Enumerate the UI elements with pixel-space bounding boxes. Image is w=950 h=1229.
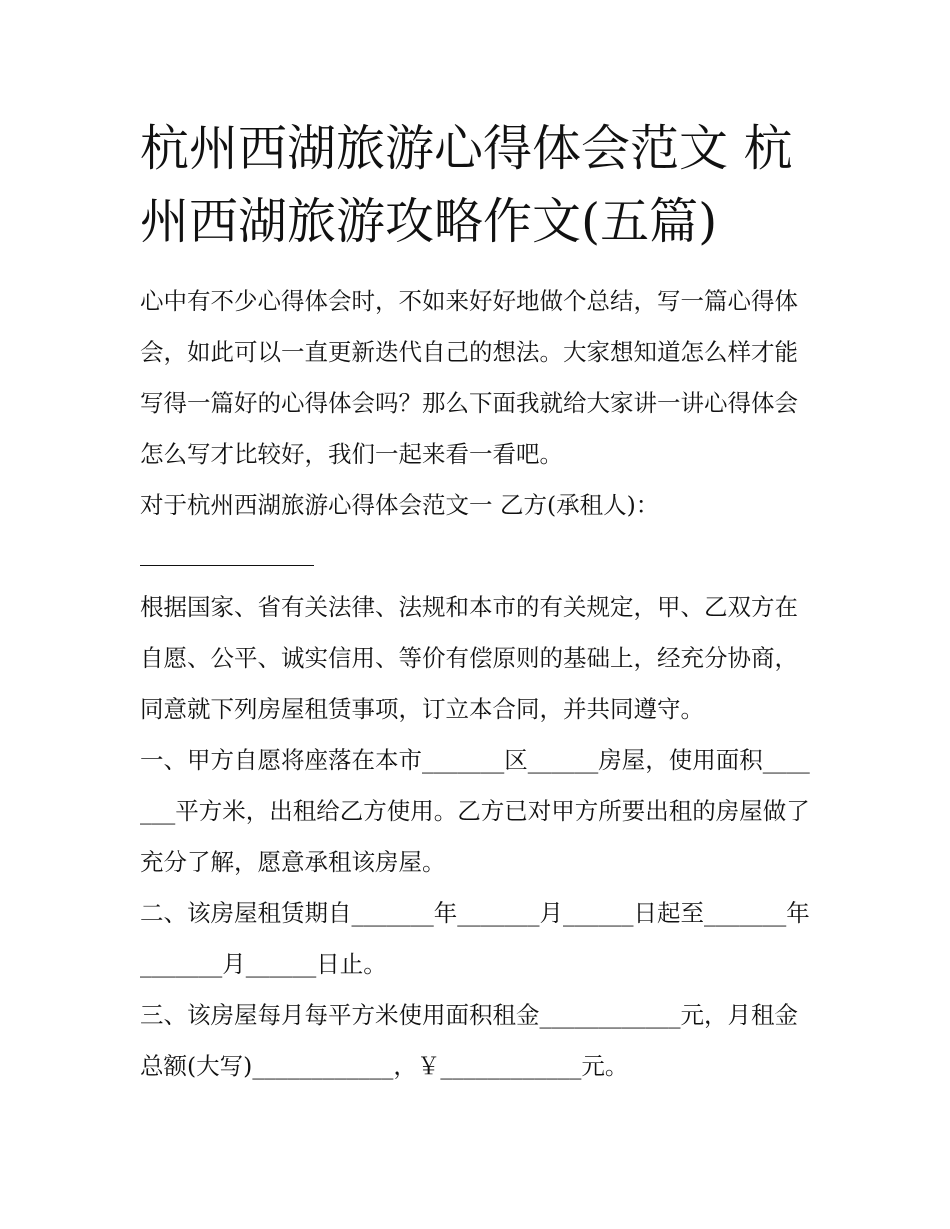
section-heading: 对于杭州西湖旅游心得体会范文一 乙方(承租人)： [140, 491, 660, 519]
contract-clause-1: 一、甲方自愿将座落在本市_______区______房屋，使用面积_______平方米，出租给乙方使用。乙方已对甲方所要出租的房屋做了充分了解，愿意承租该房屋。 [140, 746, 810, 876]
signature-blank-line [140, 531, 812, 582]
document-page [140, 112, 812, 1092]
intro-paragraph: 心中有不少心得体会时，不如来好好地做个总结，写一篇心得体会，如此可以一直更新迭代自己的想法。大家想知道怎么样才能写得一篇好的心得体会吗？那么下面我就给大家讲一讲心得体会怎么写才比较好，我们一起来看一看吧。 [140, 287, 798, 468]
contract-clause-3: 三、该房屋每月每平方米使用面积租金____________元，月租金总额(大写)____________，￥____________元。 [140, 1001, 798, 1080]
contract-paragraph-preamble: 根据国家、省有关法律、法规和本市的有关规定，甲、乙双方在自愿、公平、诚实信用、等价有偿原则的基础上，经充分协商，同意就下列房屋租赁事项，订立本合同，并共同遵守。 [140, 593, 798, 723]
document-title: 杭州西湖旅游心得体会范文 杭州西湖旅游攻略作文(五篇) [140, 120, 793, 250]
contract-clause-2: 二、该房屋租赁期自_______年_______月______日起至_______年_______月______日止。 [140, 899, 810, 978]
blank-underline [140, 565, 314, 566]
